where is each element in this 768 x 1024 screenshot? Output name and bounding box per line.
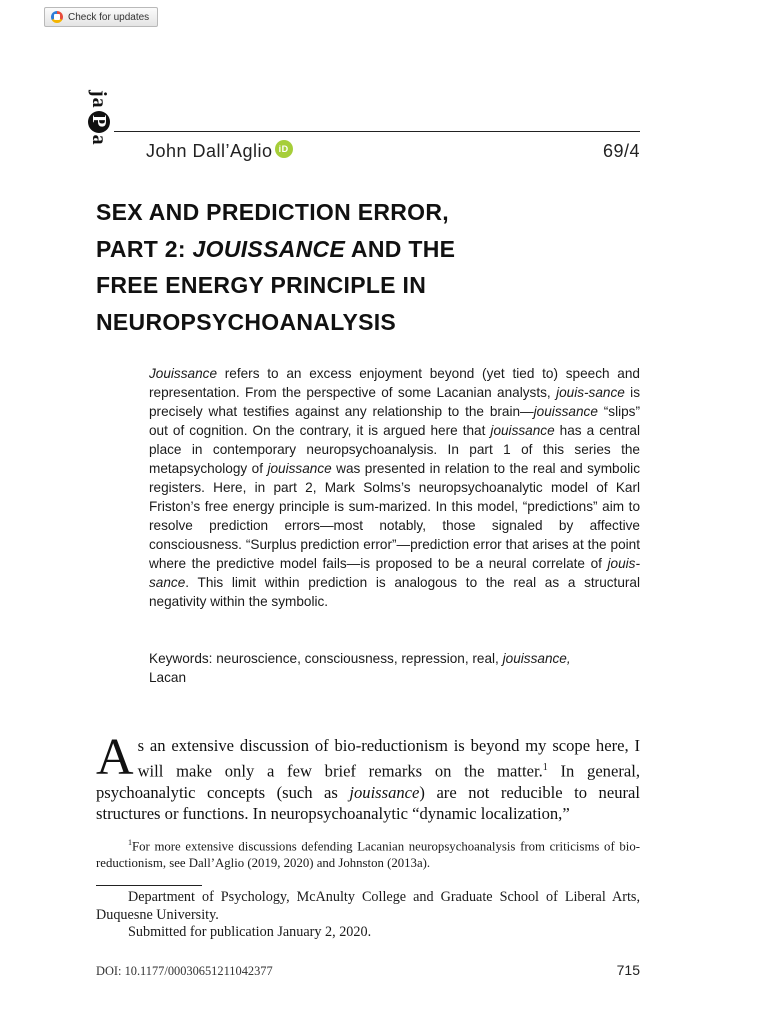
body-italic: jouissance: [349, 782, 420, 802]
keywords-text: Keywords: neuroscience, consciousness, repression, real,: [149, 651, 503, 666]
title-line-1: SEX AND PREDICTION ERROR,: [96, 199, 449, 225]
check-for-updates-label: Check for updates: [68, 11, 150, 23]
header-rule: [114, 131, 640, 132]
keywords: [149, 649, 640, 687]
abstract-italic-2: jouis-sance: [556, 385, 625, 400]
author-name[interactable]: John Dall’Aglio: [146, 141, 273, 161]
orcid-icon[interactable]: iD: [275, 140, 293, 158]
crossmark-icon: [51, 11, 63, 23]
submitted-date: Submitted for publication January 2, 2020.: [128, 924, 372, 940]
title-line-3: FREE ENERGY PRINCIPLE IN: [96, 272, 427, 298]
footnote-number: 1: [128, 838, 132, 847]
journal-logo-top: ja: [88, 90, 110, 109]
abstract-text-6: . This limit within prediction is analogous to the real as a structural negativity within the symbolic.: [149, 575, 640, 609]
drop-cap: A: [96, 729, 134, 786]
title-line-2-italic: JOUISSANCE: [192, 235, 346, 262]
footnote-rule: [96, 885, 202, 886]
article-title: [96, 194, 656, 340]
abstract-text-3: “slips” out of cognition. On the contrary, it is argued here that: [149, 404, 640, 438]
abstract-italic-1: Jouissance: [149, 366, 218, 381]
keywords-last: Lacan: [149, 670, 187, 685]
title-line-2-prefix: PART 2:: [96, 235, 193, 262]
abstract-text-5: was presented in relation to the real and symbolic registers. Here, in part 2, Mark Solms’s neuropsychoanalytic model of Karl Friston’s free energy principle is sum-marized. In this model, “predictions” aim to resolve prediction errors—most notably, those signaled by affective consciousness. “Surplus prediction error”—prediction error that arises at the point where the predictive model fails—is proposed to be a neural correlate of: [149, 461, 640, 571]
journal-logo-bottom: a: [88, 134, 110, 146]
volume-issue: 69/4: [602, 141, 640, 161]
abstract-italic-6: jouis-sance: [149, 556, 640, 590]
affiliation: Department of Psychology, McAnulty College and Graduate School of Liberal Arts, Duquesne University.: [96, 889, 640, 923]
abstract-italic-4: jouissance: [490, 423, 555, 438]
body-text-1: s an extensive discussion of bio-reductionism is beyond my scope here, I will make only a few brief remarks on the matter.: [137, 736, 640, 781]
footnote: [96, 834, 640, 872]
title-line-4: NEUROPSYCHOANALYSIS: [96, 308, 397, 335]
body-paragraph: [96, 729, 641, 825]
doi[interactable]: DOI: 10.1177/00030651211042377: [96, 964, 273, 978]
page-number: 715: [616, 962, 640, 978]
abstract-text-4: has a central place in contemporary neuropsychoanalysis. In part 1 of this series the metapsychology of: [149, 423, 641, 476]
abstract-italic-3: jouissance: [533, 404, 598, 419]
author-line: [146, 141, 293, 162]
footnote-ref[interactable]: 1: [542, 761, 548, 773]
footnote-text: For more extensive discussions defending Lacanian neuropsychoanalysis from criticisms of bio-reductionism, see Dall’Aglio (2019, 2020) and Johnston (2013a).: [96, 839, 640, 871]
keywords-italic: jouissance,: [502, 651, 571, 666]
abstract-text-1: refers to an excess enjoyment beyond (yet tied to) speech and representation. From the perspective of some Lacanian analysts,: [149, 366, 640, 400]
abstract-text-2: is precisely what testifies against any relationship to the brain—: [149, 385, 640, 419]
check-for-updates-button[interactable]: [44, 7, 158, 27]
body-text-2: In general, psychoanalytic concepts (such as: [96, 761, 640, 802]
body-text-3: ) are not reducible to neural structures or functions. In neuropsychoanalytic “dynamic localization,”: [96, 782, 641, 824]
journal-logo-p: P: [88, 111, 110, 133]
journal-logo: [84, 90, 114, 162]
abstract: [149, 364, 640, 611]
title-line-2-suffix: AND THE: [345, 235, 456, 262]
abstract-italic-5: jouissance: [267, 461, 332, 476]
